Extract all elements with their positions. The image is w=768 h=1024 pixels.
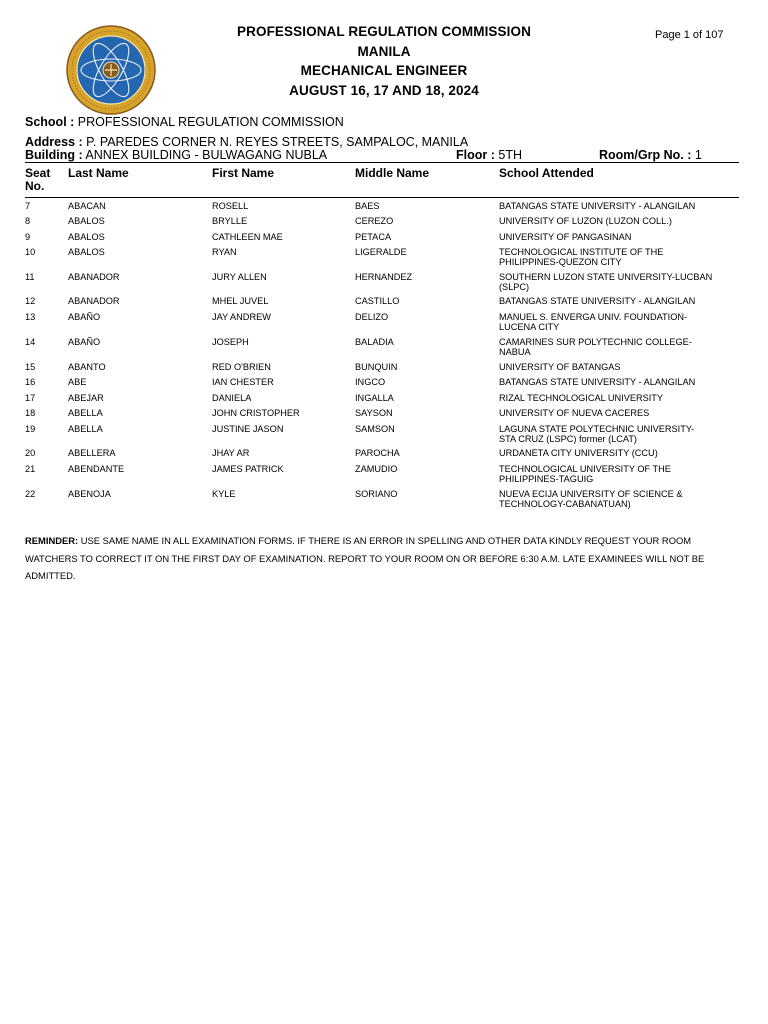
school-line-1: TECHNOLOGICAL INSTITUTE OF THE bbox=[499, 247, 664, 257]
exam-dates: AUGUST 16, 17 AND 18, 2024 bbox=[289, 82, 479, 98]
school-line-1: MANUEL S. ENVERGA UNIV. FOUNDATION- bbox=[499, 312, 688, 322]
last-name: ABELLA bbox=[68, 424, 103, 434]
school-line-1: TECHNOLOGICAL UNIVERSITY OF THE bbox=[499, 464, 671, 474]
first-name: JUSTINE JASON bbox=[212, 424, 284, 434]
seat-no: 9 bbox=[25, 232, 31, 242]
seat-no: 11 bbox=[25, 272, 35, 282]
first-name: ROSELL bbox=[212, 201, 249, 211]
document-title bbox=[180, 22, 588, 100]
school-line-1: CAMARINES SUR POLYTECHNIC COLLEGE- bbox=[499, 337, 692, 347]
room-line bbox=[599, 148, 702, 162]
school-attended bbox=[499, 489, 744, 509]
school-line-1: URDANETA CITY UNIVERSITY (CCU) bbox=[499, 448, 658, 458]
floor-value: 5TH bbox=[498, 148, 522, 162]
seat-no: 8 bbox=[25, 216, 31, 226]
school-line-1: UNIVERSITY OF PANGASINAN bbox=[499, 232, 632, 242]
header-bottom-rule bbox=[25, 197, 739, 198]
school-attended bbox=[499, 448, 744, 458]
school-line-1: BATANGAS STATE UNIVERSITY - ALANGILAN bbox=[499, 377, 696, 387]
page-number: Page 1 of 107 bbox=[655, 29, 724, 41]
school-line-2: STA CRUZ (LSPC) former (LCAT) bbox=[499, 434, 637, 444]
first-name: JURY ALLEN bbox=[212, 272, 267, 282]
seat-no: 12 bbox=[25, 296, 36, 306]
last-name: ABAÑO bbox=[68, 337, 101, 347]
last-name: ABENDANTE bbox=[68, 464, 125, 474]
col-header-school: School Attended bbox=[499, 166, 594, 180]
seat-no: 20 bbox=[25, 448, 36, 458]
school-attended bbox=[499, 247, 744, 267]
last-name: ABANADOR bbox=[68, 296, 120, 306]
first-name: JAY ANDREW bbox=[212, 312, 271, 322]
first-name: JOSEPH bbox=[212, 337, 249, 347]
school-line-1: UNIVERSITY OF BATANGAS bbox=[499, 362, 621, 372]
middle-name: BUNQUIN bbox=[355, 362, 398, 372]
col-header-seat-line2: No. bbox=[25, 179, 45, 193]
org-name: PROFESSIONAL REGULATION COMMISSION bbox=[237, 24, 531, 39]
first-name: IAN CHESTER bbox=[212, 377, 274, 387]
school-attended bbox=[499, 408, 744, 418]
reminder-text: USE SAME NAME IN ALL EXAMINATION FORMS. IF THERE IS AN ERROR IN SPELLING AND OTHER DATA KINDLY REQUEST YOUR ROOM WATCHERS TO CORRECT IT ON THE FIRST DAY OF EXAMINATION. REPORT TO YOUR ROOM ON OR BEFORE 6:30 A.M. LATE EXAMINEES WILL NOT BE ADMITTED. bbox=[25, 535, 705, 581]
seat-no: 22 bbox=[25, 489, 36, 499]
middle-name: BAES bbox=[355, 201, 380, 211]
seat-no: 16 bbox=[25, 377, 36, 387]
header-top-rule bbox=[25, 162, 739, 163]
middle-name: INGCO bbox=[355, 377, 386, 387]
school-line bbox=[25, 115, 344, 129]
school-line-2: PHILIPPINES-TAGUIG bbox=[499, 474, 594, 484]
middle-name: BALADIA bbox=[355, 337, 394, 347]
school-attended bbox=[499, 337, 744, 357]
middle-name: DELIZO bbox=[355, 312, 389, 322]
seat-no: 15 bbox=[25, 362, 36, 372]
school-value: PROFESSIONAL REGULATION COMMISSION bbox=[77, 115, 344, 129]
col-header-first-name: First Name bbox=[212, 166, 275, 180]
school-attended bbox=[499, 272, 744, 292]
first-name: JHAY AR bbox=[212, 448, 250, 458]
floor-label: Floor : bbox=[456, 148, 495, 162]
seat-no: 18 bbox=[25, 408, 36, 418]
seat-no: 19 bbox=[25, 424, 36, 434]
middle-name: LIGERALDE bbox=[355, 247, 407, 257]
room-value: 1 bbox=[694, 148, 702, 162]
middle-name: INGALLA bbox=[355, 393, 394, 403]
middle-name: PAROCHA bbox=[355, 448, 400, 458]
last-name: ABELLERA bbox=[68, 448, 116, 458]
exam-name: MECHANICAL ENGINEER bbox=[300, 63, 468, 78]
school-line-1: BATANGAS STATE UNIVERSITY - ALANGILAN bbox=[499, 201, 696, 211]
middle-name: SORIANO bbox=[355, 489, 398, 499]
middle-name: PETACA bbox=[355, 232, 392, 242]
last-name: ABALOS bbox=[68, 232, 105, 242]
school-label: School : bbox=[25, 115, 75, 129]
address-label: Address : bbox=[25, 135, 83, 149]
school-line-2: (SLPC) bbox=[499, 282, 530, 292]
school-line-1: LAGUNA STATE POLYTECHNIC UNIVERSITY- bbox=[499, 424, 695, 434]
school-attended bbox=[499, 201, 744, 211]
last-name: ABANTO bbox=[68, 362, 106, 372]
school-attended bbox=[499, 464, 744, 484]
school-line-2: LUCENA CITY bbox=[499, 322, 560, 332]
school-attended bbox=[499, 296, 744, 306]
first-name: DANIELA bbox=[212, 393, 252, 403]
first-name: CATHLEEN MAE bbox=[212, 232, 283, 242]
last-name: ABALOS bbox=[68, 247, 105, 257]
last-name: ABAÑO bbox=[68, 312, 101, 322]
col-header-seat-line1: Seat bbox=[25, 166, 51, 180]
middle-name: HERNANDEZ bbox=[355, 272, 413, 282]
last-name: ABACAN bbox=[68, 201, 106, 211]
first-name: JAMES PATRICK bbox=[212, 464, 284, 474]
middle-name: CASTILLO bbox=[355, 296, 400, 306]
address-value: P. PAREDES CORNER N. REYES STREETS, SAMPALOC, MANILA bbox=[86, 135, 469, 149]
city-name: MANILA bbox=[357, 43, 411, 59]
seat-no: 17 bbox=[25, 393, 36, 403]
middle-name: SAYSON bbox=[355, 408, 393, 418]
first-name: KYLE bbox=[212, 489, 236, 499]
seat-no: 14 bbox=[25, 337, 36, 347]
school-attended bbox=[499, 312, 744, 332]
last-name: ABE bbox=[68, 377, 87, 387]
seat-no: 13 bbox=[25, 312, 36, 322]
seat-no: 21 bbox=[25, 464, 36, 474]
school-line-2: PHILIPPINES-QUEZON CITY bbox=[499, 257, 622, 267]
building-value: ANNEX BUILDING - BULWAGANG NUBLA bbox=[85, 148, 328, 162]
last-name: ABELLA bbox=[68, 408, 103, 418]
reminder-note bbox=[25, 532, 745, 585]
school-line-1: BATANGAS STATE UNIVERSITY - ALANGILAN bbox=[499, 296, 696, 306]
school-line-1: UNIVERSITY OF NUEVA CACERES bbox=[499, 408, 650, 418]
reminder-label: REMINDER: bbox=[25, 535, 79, 546]
school-line-1: RIZAL TECHNOLOGICAL UNIVERSITY bbox=[499, 393, 664, 403]
first-name: MHEL JUVEL bbox=[212, 296, 269, 306]
school-line-1: SOUTHERN LUZON STATE UNIVERSITY-LUCBAN bbox=[499, 272, 713, 282]
col-header-middle-name: Middle Name bbox=[355, 166, 430, 180]
col-header-last-name: Last Name bbox=[68, 166, 129, 180]
building-line bbox=[25, 148, 327, 162]
last-name: ABEJAR bbox=[68, 393, 104, 403]
last-name: ABENOJA bbox=[68, 489, 111, 499]
school-attended bbox=[499, 377, 744, 387]
seat-no: 7 bbox=[25, 201, 31, 211]
prc-seal-logo bbox=[66, 25, 156, 115]
school-attended bbox=[499, 232, 744, 242]
last-name: ABANADOR bbox=[68, 272, 120, 282]
floor-line bbox=[456, 148, 522, 162]
school-line-1: UNIVERSITY OF LUZON (LUZON COLL.) bbox=[499, 216, 672, 226]
school-line-1: NUEVA ECIJA UNIVERSITY OF SCIENCE & bbox=[499, 489, 683, 499]
last-name: ABALOS bbox=[68, 216, 105, 226]
first-name: BRYLLE bbox=[212, 216, 248, 226]
address-line bbox=[25, 135, 468, 149]
col-header-seat bbox=[25, 167, 50, 193]
school-attended bbox=[499, 216, 744, 226]
school-line-2: NABUA bbox=[499, 347, 531, 357]
first-name: JOHN CRISTOPHER bbox=[212, 408, 300, 418]
school-line-2: TECHNOLOGY-CABANATUAN) bbox=[499, 499, 631, 509]
middle-name: SAMSON bbox=[355, 424, 395, 434]
school-attended bbox=[499, 393, 744, 403]
seat-no: 10 bbox=[25, 247, 36, 257]
first-name: RED O'BRIEN bbox=[212, 362, 271, 372]
middle-name: CEREZO bbox=[355, 216, 394, 226]
middle-name: ZAMUDIO bbox=[355, 464, 398, 474]
school-attended bbox=[499, 362, 744, 372]
first-name: RYAN bbox=[212, 247, 237, 257]
school-attended bbox=[499, 424, 744, 444]
building-label: Building : bbox=[25, 148, 83, 162]
room-label: Room/Grp No. : bbox=[599, 148, 692, 162]
